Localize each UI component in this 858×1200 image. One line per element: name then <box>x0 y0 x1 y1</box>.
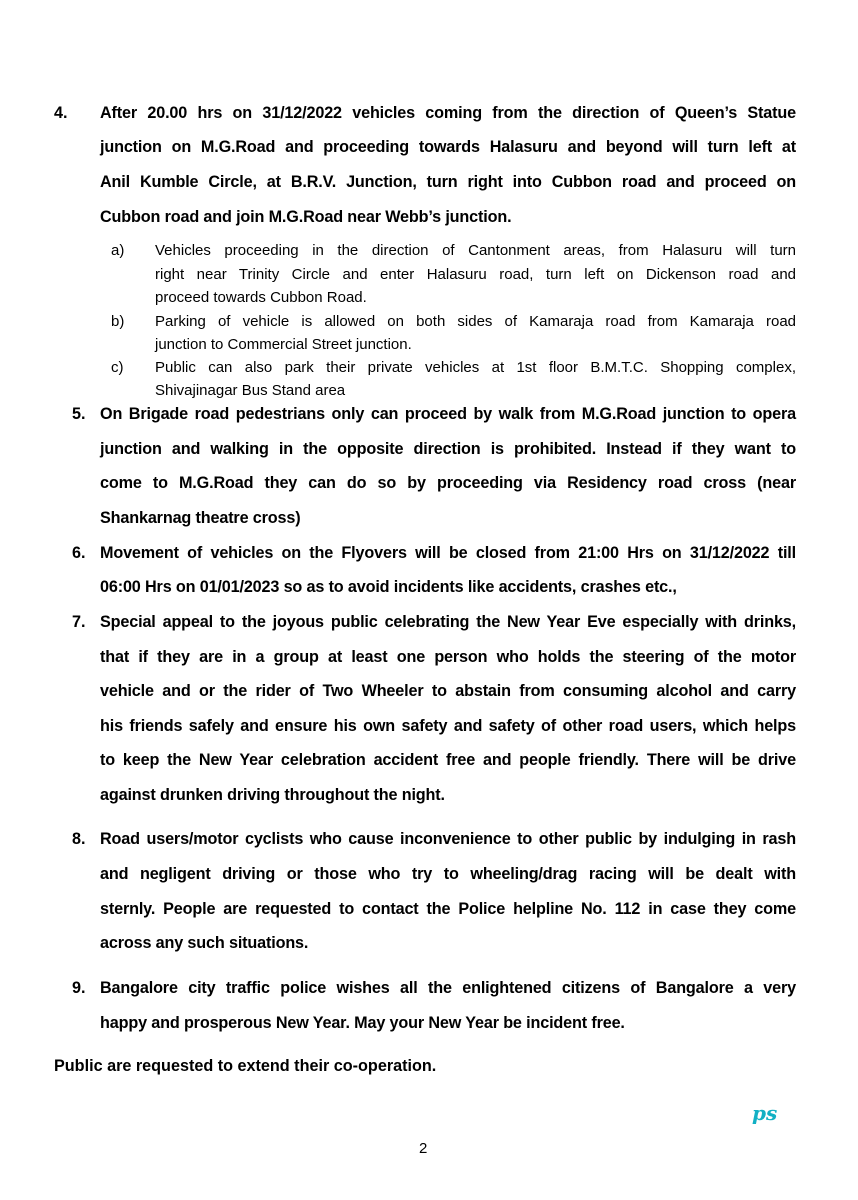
item-number: 5. <box>72 405 86 423</box>
item-line: Cubbon road and join M.G.Road near Webb’s junction. <box>100 208 512 226</box>
item-number: 4. <box>54 104 68 122</box>
item-line: After 20.00 hrs on 31/12/2022 vehicles coming from the direction of Queen’s Statue <box>100 104 796 122</box>
item-line: On Brigade road pedestrians only can proceed by walk from M.G.Road junction to opera <box>100 405 796 423</box>
item-line: across any such situations. <box>100 934 309 952</box>
subitem-label: a) <box>111 242 125 259</box>
closing-statement: Public are requested to extend their co-operation. <box>54 1057 437 1075</box>
item-line: 06:00 Hrs on 01/01/2023 so as to avoid incidents like accidents, crashes etc., <box>100 578 677 596</box>
subitem-line: junction to Commercial Street junction. <box>155 336 412 353</box>
item-line: Anil Kumble Circle, at B.R.V. Junction, turn right into Cubbon road and proceed on <box>100 173 796 191</box>
page-number: 2 <box>419 1140 428 1157</box>
item-line: against drunken driving throughout the night. <box>100 786 445 804</box>
item-line: junction on M.G.Road and proceeding towards Halasuru and beyond will turn left at <box>100 138 796 156</box>
item-line: and negligent driving or those who try to wheeling/drag racing will be dealt with <box>100 865 796 883</box>
subitem-line: Parking of vehicle is allowed on both sides of Kamaraja road from Kamaraja road <box>155 313 796 330</box>
item-line: Shankarnag theatre cross) <box>100 509 301 527</box>
item-line: his friends safely and ensure his own safety and safety of other road users, which helps <box>100 717 796 735</box>
item-line: vehicle and or the rider of Two Wheeler to abstain from consuming alcohol and carry <box>100 682 796 700</box>
item-number: 7. <box>72 613 86 631</box>
subitem-label: c) <box>111 359 124 376</box>
subitem-line: Shivajinagar Bus Stand area <box>155 382 346 399</box>
item-line: Bangalore city traffic police wishes all the enlightened citizens of Bangalore a very <box>100 979 796 997</box>
item-number: 9. <box>72 979 86 997</box>
subitem-line: proceed towards Cubbon Road. <box>155 289 367 306</box>
item-line: that if they are in a group at least one person who holds the steering of the motor <box>100 648 796 666</box>
item-line: Special appeal to the joyous public celebrating the New Year Eve especially with drinks, <box>100 613 796 631</box>
subitem-line: Public can also park their private vehicles at 1st floor B.M.T.C. Shopping complex, <box>155 359 796 376</box>
item-line: Movement of vehicles on the Flyovers will be closed from 21:00 Hrs on 31/12/2022 till <box>100 544 796 562</box>
item-line: junction and walking in the opposite direction is prohibited. Instead if they want to <box>100 440 796 458</box>
item-line: happy and prosperous New Year. May your New Year be incident free. <box>100 1014 625 1032</box>
item-line: to keep the New Year celebration accident free and people friendly. There will be drive <box>100 751 796 769</box>
subitem-label: b) <box>111 313 125 330</box>
item-number: 8. <box>72 830 86 848</box>
item-line: sternly. People are requested to contact the Police helpline No. 112 in case they come <box>100 900 796 918</box>
subitem-line: right near Trinity Circle and enter Halasuru road, turn left on Dickenson road and <box>155 266 796 283</box>
item-number: 6. <box>72 544 86 562</box>
item-line: Road users/motor cyclists who cause inconvenience to other public by indulging in rash <box>100 830 796 848</box>
item-line: come to M.G.Road they can do so by proceeding via Residency road cross (near <box>100 474 796 492</box>
subitem-line: Vehicles proceeding in the direction of Cantonment areas, from Halasuru will turn <box>155 242 796 259</box>
signature-initials: ps <box>752 1101 778 1125</box>
